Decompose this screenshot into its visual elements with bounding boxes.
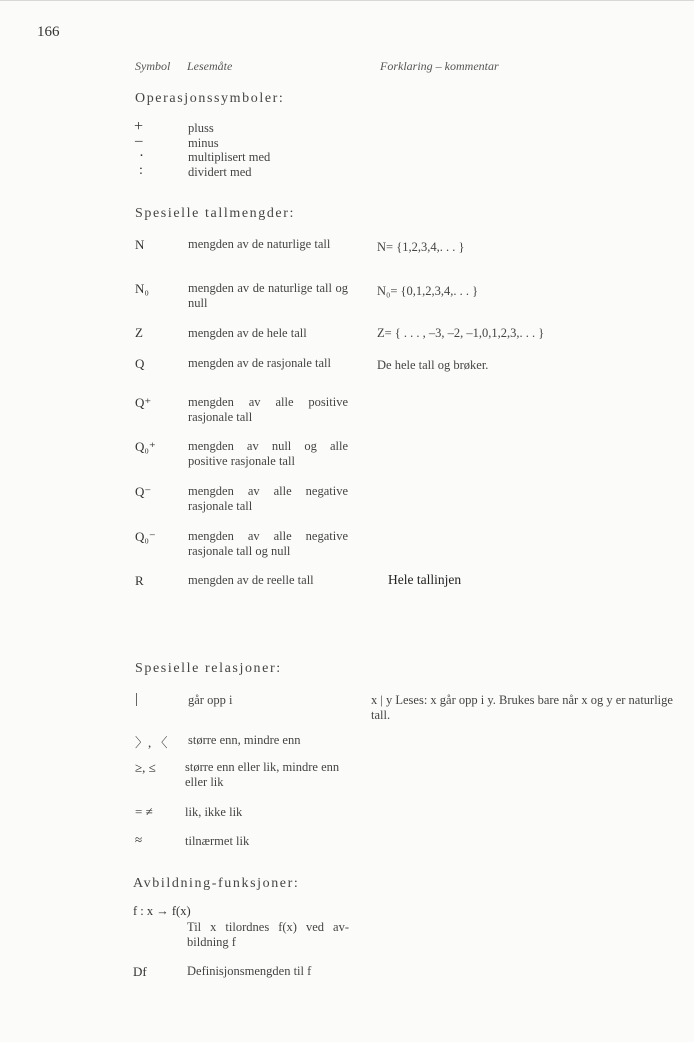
page-top-edge [0, 0, 694, 1]
symbol-N0: N₀ [135, 281, 149, 296]
symbol-geq-leq: ≥, ≤ [135, 760, 156, 775]
symbol-multiply: · [139, 148, 144, 164]
symbol-eq-neq: = ≠ [135, 804, 153, 819]
symbol-Q-plus: Q⁺ [135, 395, 152, 410]
reading-multiplisert: multiplisert med [188, 150, 271, 164]
reading-greater-less: større enn, mindre enn [188, 733, 301, 747]
symbol-N: N [135, 237, 145, 252]
reading-dividert: dividert med [188, 165, 252, 179]
comment-R: Hele tallinjen [388, 572, 462, 587]
section-avbildning: Avbildning-funksjoner: [133, 876, 300, 891]
section-tallmengder: Spesielle tallmengder: [135, 206, 295, 221]
reading-approx: tilnærmet lik [185, 834, 250, 848]
reading-Q-plus: mengden av alle positive rasjonale tall [188, 395, 348, 424]
section-relasjoner: Spesielle relasjoner: [135, 661, 282, 676]
reading-Q: mengden av de rasjonale tall [188, 356, 331, 370]
header-symbol: Symbol [135, 59, 171, 73]
reading-divides: går opp i [188, 693, 233, 707]
reading-pluss: pluss [188, 121, 214, 135]
symbol-Q: Q [135, 356, 145, 371]
reading-mapping: Til x tilordnes f(x) ved av- bildning f [187, 920, 349, 949]
comment-Z: Z= { . . . , –3, –2, –1,0,1,2,3,. . . } [377, 326, 545, 340]
symbol-mapping: f : x → f(x) [133, 904, 191, 918]
section-operasjonssymboler: Operasjonssymboler: [135, 91, 285, 106]
reading-N0: mengden av de naturlige tall og null [188, 281, 348, 310]
symbol-minus: – [135, 133, 143, 149]
symbol-divides: | [135, 691, 139, 707]
comment-N: N= {1,2,3,4,. . . } [377, 240, 465, 254]
reading-Q0-plus: mengden av null og alle positive rasjonale tall [188, 439, 348, 468]
header-forklaring: Forklaring – kommentar [380, 59, 499, 73]
symbol-Q0-minus: Q₀⁻ [135, 529, 156, 544]
reading-Z: mengden av de hele tall [188, 326, 307, 340]
symbol-Z: Z [135, 325, 143, 340]
symbol-greater-less: 〉, 〈 [135, 735, 168, 750]
symbol-divide: : [139, 163, 143, 178]
symbol-Df: Df [133, 964, 147, 979]
reading-geq-leq: større enn eller lik, mindre enn eller lik [185, 760, 340, 789]
reading-N: mengden av de naturlige tall [188, 237, 331, 251]
symbol-Q-minus: Q⁻ [135, 484, 152, 499]
header-lesemate: Lesemåte [187, 59, 233, 73]
symbol-approx: ≈ [135, 832, 143, 847]
comment-divides: x | y Leses: x går opp i y. Brukes bare når x og y er naturlige tall. [371, 693, 673, 722]
symbol-R: R [135, 573, 144, 588]
symbol-plus: + [134, 118, 144, 135]
comment-N0: N₀= {0,1,2,3,4,. . . } [377, 284, 479, 298]
symbol-Q0-plus: Q₀⁺ [135, 439, 156, 454]
comment-Q: De hele tall og brøker. [377, 358, 489, 372]
reading-Q0-minus: mengden av alle negative rasjonale tall og null [188, 529, 348, 558]
page-number: 166 [37, 24, 60, 40]
reading-R: mengden av de reelle tall [188, 573, 314, 587]
reading-Q-minus: mengden av alle negative rasjonale tall [188, 484, 348, 513]
reading-Df: Definisjonsmengden til f [187, 964, 312, 978]
reading-eq-neq: lik, ikke lik [185, 805, 243, 819]
reading-minus: minus [188, 136, 219, 150]
